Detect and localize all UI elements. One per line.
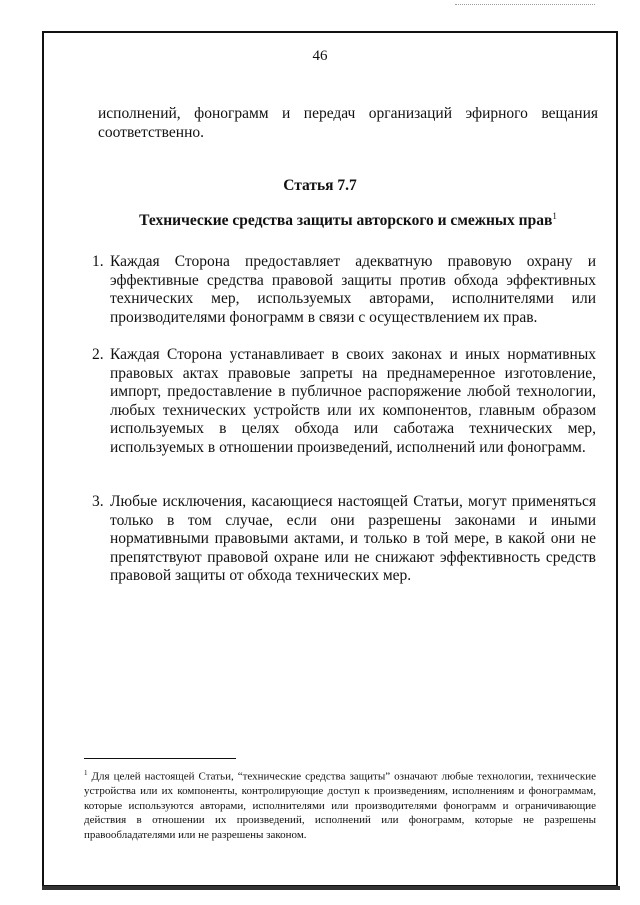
article-subtitle	[98, 211, 598, 230]
article-title: Статья 7.7	[283, 177, 357, 194]
article-item-3	[92, 493, 596, 586]
article-item-2	[92, 346, 596, 457]
article-subtitle-text: Технические средства защиты авторского и смежных прав	[139, 212, 553, 230]
intro-paragraph: исполнений, фонограмм и передач организаций эфирного вещания соответственно.	[98, 105, 598, 141]
item-text: Каждая Сторона устанавливает в своих законах и иных нормативных правовых актах правовые запреты на преднамеренное изготовление, импорт, предоставление в публичное распоряжение любой технологии, любых технических устройств или их компонентов, главным образом используемых в целях обхода или саботажа технических мер, используемых в отношении произведений, исполнений или фонограмм.	[110, 346, 596, 456]
footnote-reference: 1	[552, 211, 557, 221]
item-number: 2.	[92, 346, 104, 363]
page-frame-bottom-edge	[42, 886, 620, 890]
page-number: 46	[312, 48, 328, 64]
footnote-marker: 1	[84, 769, 88, 777]
item-number: 1.	[92, 253, 104, 270]
footnote	[84, 766, 596, 842]
footnote-text: Для целей настоящей Статьи, “технические средства защиты” означают любые технологии, технические устройства или их компоненты, контролирующие доступ к произведениям, исполнениям и фонограммам, которые используются авторами, исполнителями или производителями фонограмм и ограничивающие действия в отношении их произведений, исполнений или фонограмм, которые не разрешены правообладателями или не разрешены законом.	[84, 770, 597, 841]
item-text: Каждая Сторона предоставляет адекватную правовую охрану и эффективные средства правовой защиты против обхода эффективных технических мер, используемых авторами, исполнителями или производителями фонограмм в связи с осуществлением их прав.	[110, 253, 596, 326]
item-number: 3.	[92, 493, 104, 510]
scan-artifact	[455, 4, 595, 7]
item-text: Любые исключения, касающиеся настоящей Статьи, могут применяться только в том случае, если они разрешены законами и иными нормативными правовыми актами, и только в той мере, в какой они не препятствуют правовой охране или не снижают эффективность средств правовой защиты от обхода технических мер.	[110, 493, 596, 584]
footnote-separator	[84, 758, 236, 759]
article-item-1	[92, 253, 596, 327]
